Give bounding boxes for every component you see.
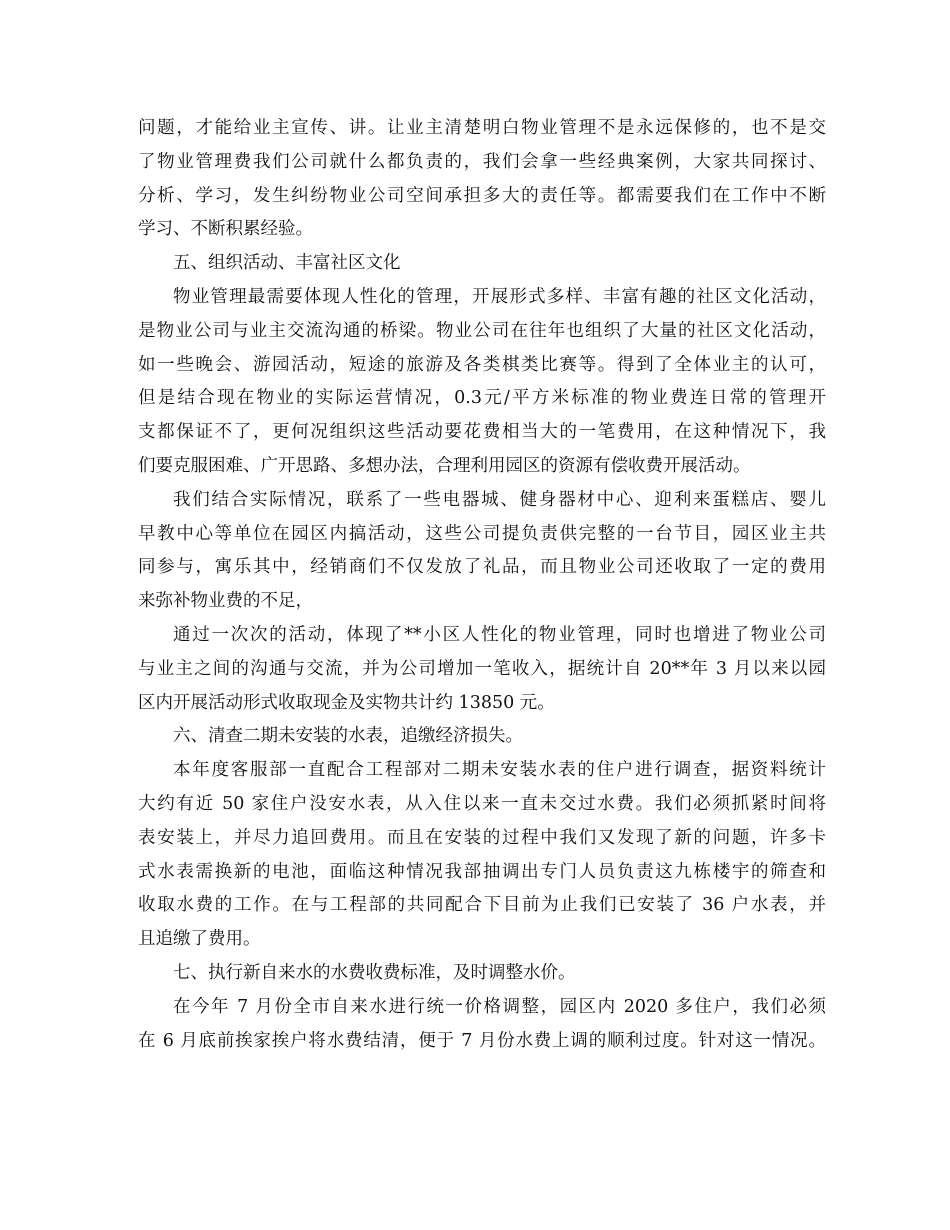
text-line: 们要克服困难、广开思路、多想办法，合理利用园区的资源有偿收费开展活动。	[138, 455, 751, 476]
text-line: 问题，才能给业主宣传、讲。让业主清楚明白物业管理不是永远保修的，也不是交	[138, 118, 826, 138]
text-line: 但是结合现在物业的实际运营情况，0.3元/平方米标准的物业费连日常的管理开	[138, 388, 826, 409]
text-line: 式水表需换新的电池，面临这种情况我部抽调出专门人员负责这九栋楼宇的筛查和	[138, 861, 826, 882]
text-line: 了物业管理费我们公司就什么都负责的，我们会拿一些经典案例，大家共同探讨、	[138, 151, 826, 172]
text-line: 学习、不断积累经验。	[138, 219, 313, 240]
text-line: 表安装上，并尽力追回费用。而且在安装的过程中我们又发现了新的问题，许多卡	[138, 827, 826, 848]
text-line: 是物业公司与业主交流沟通的桥梁。物业公司在往年也组织了大量的社区文化活动，	[138, 320, 826, 341]
text-line: 如一些晚会、游园活动，短途的旅游及各类棋类比赛等。得到了全体业主的认可，	[138, 354, 826, 375]
text-line: 七、执行新自来水的水费收费标准，及时调整水价。	[173, 962, 576, 983]
text-line: 我们结合实际情况，联系了一些电器城、健身器材中心、迎利来蛋糕店、婴儿	[173, 489, 826, 510]
text-line: 大约有近 50 家住户没安水表，从入住以来一直未交过水费。我们必须抓紧时间将	[138, 793, 826, 814]
text-line: 通过一次次的活动，体现了**小区人性化的物业管理，同时也增进了物业公司	[173, 624, 826, 645]
text-line: 区内开展活动形式收取现金及实物共计约 13850 元。	[138, 692, 555, 713]
text-line: 分析、学习，发生纠纷物业公司空间承担多大的责任等。都需要我们在工作中不断	[138, 185, 826, 206]
text-line: 物业管理最需要体现人性化的管理，开展形式多样、丰富有趣的社区文化活动，	[173, 286, 826, 307]
text-line: 且追缴了费用。	[138, 929, 261, 950]
text-line: 六、清查二期未安装的水表，追缴经济损失。	[173, 726, 523, 747]
text-line: 本年度客服部一直配合工程部对二期未安装水表的住户进行调查，据资料统计	[173, 760, 826, 781]
text-line: 早教中心等单位在园区内搞活动，这些公司提负责供完整的一台节目，园区业主共	[138, 523, 826, 544]
text-line: 与业主之间的沟通与交流，并为公司增加一笔收入，据统计自 20**年 3 月以来以园	[138, 658, 826, 679]
text-line: 在今年 7 月份全市自来水进行统一价格调整，园区内 2020 多住户，我们必须	[173, 996, 826, 1017]
document-body	[138, 112, 826, 1058]
text-line: 同参与，寓乐其中，经销商们不仅发放了礼品，而且物业公司还收取了一定的费用	[138, 557, 826, 578]
text-line: 在 6 月底前挨家挨户将水费结清，便于 7 月份水费上调的顺利过度。针对这一情况。	[138, 1030, 826, 1051]
text-line: 收取水费的工作。在与工程部的共同配合下目前为止我们已安装了 36 户水表，并	[138, 895, 826, 916]
text-line: 来弥补物业费的不足，	[138, 591, 313, 612]
text-line: 支都保证不了，更何况组织这些活动要花费相当大的一笔费用，在这种情况下，我	[138, 422, 826, 443]
text-line: 五、组织活动、丰富社区文化	[173, 253, 401, 274]
